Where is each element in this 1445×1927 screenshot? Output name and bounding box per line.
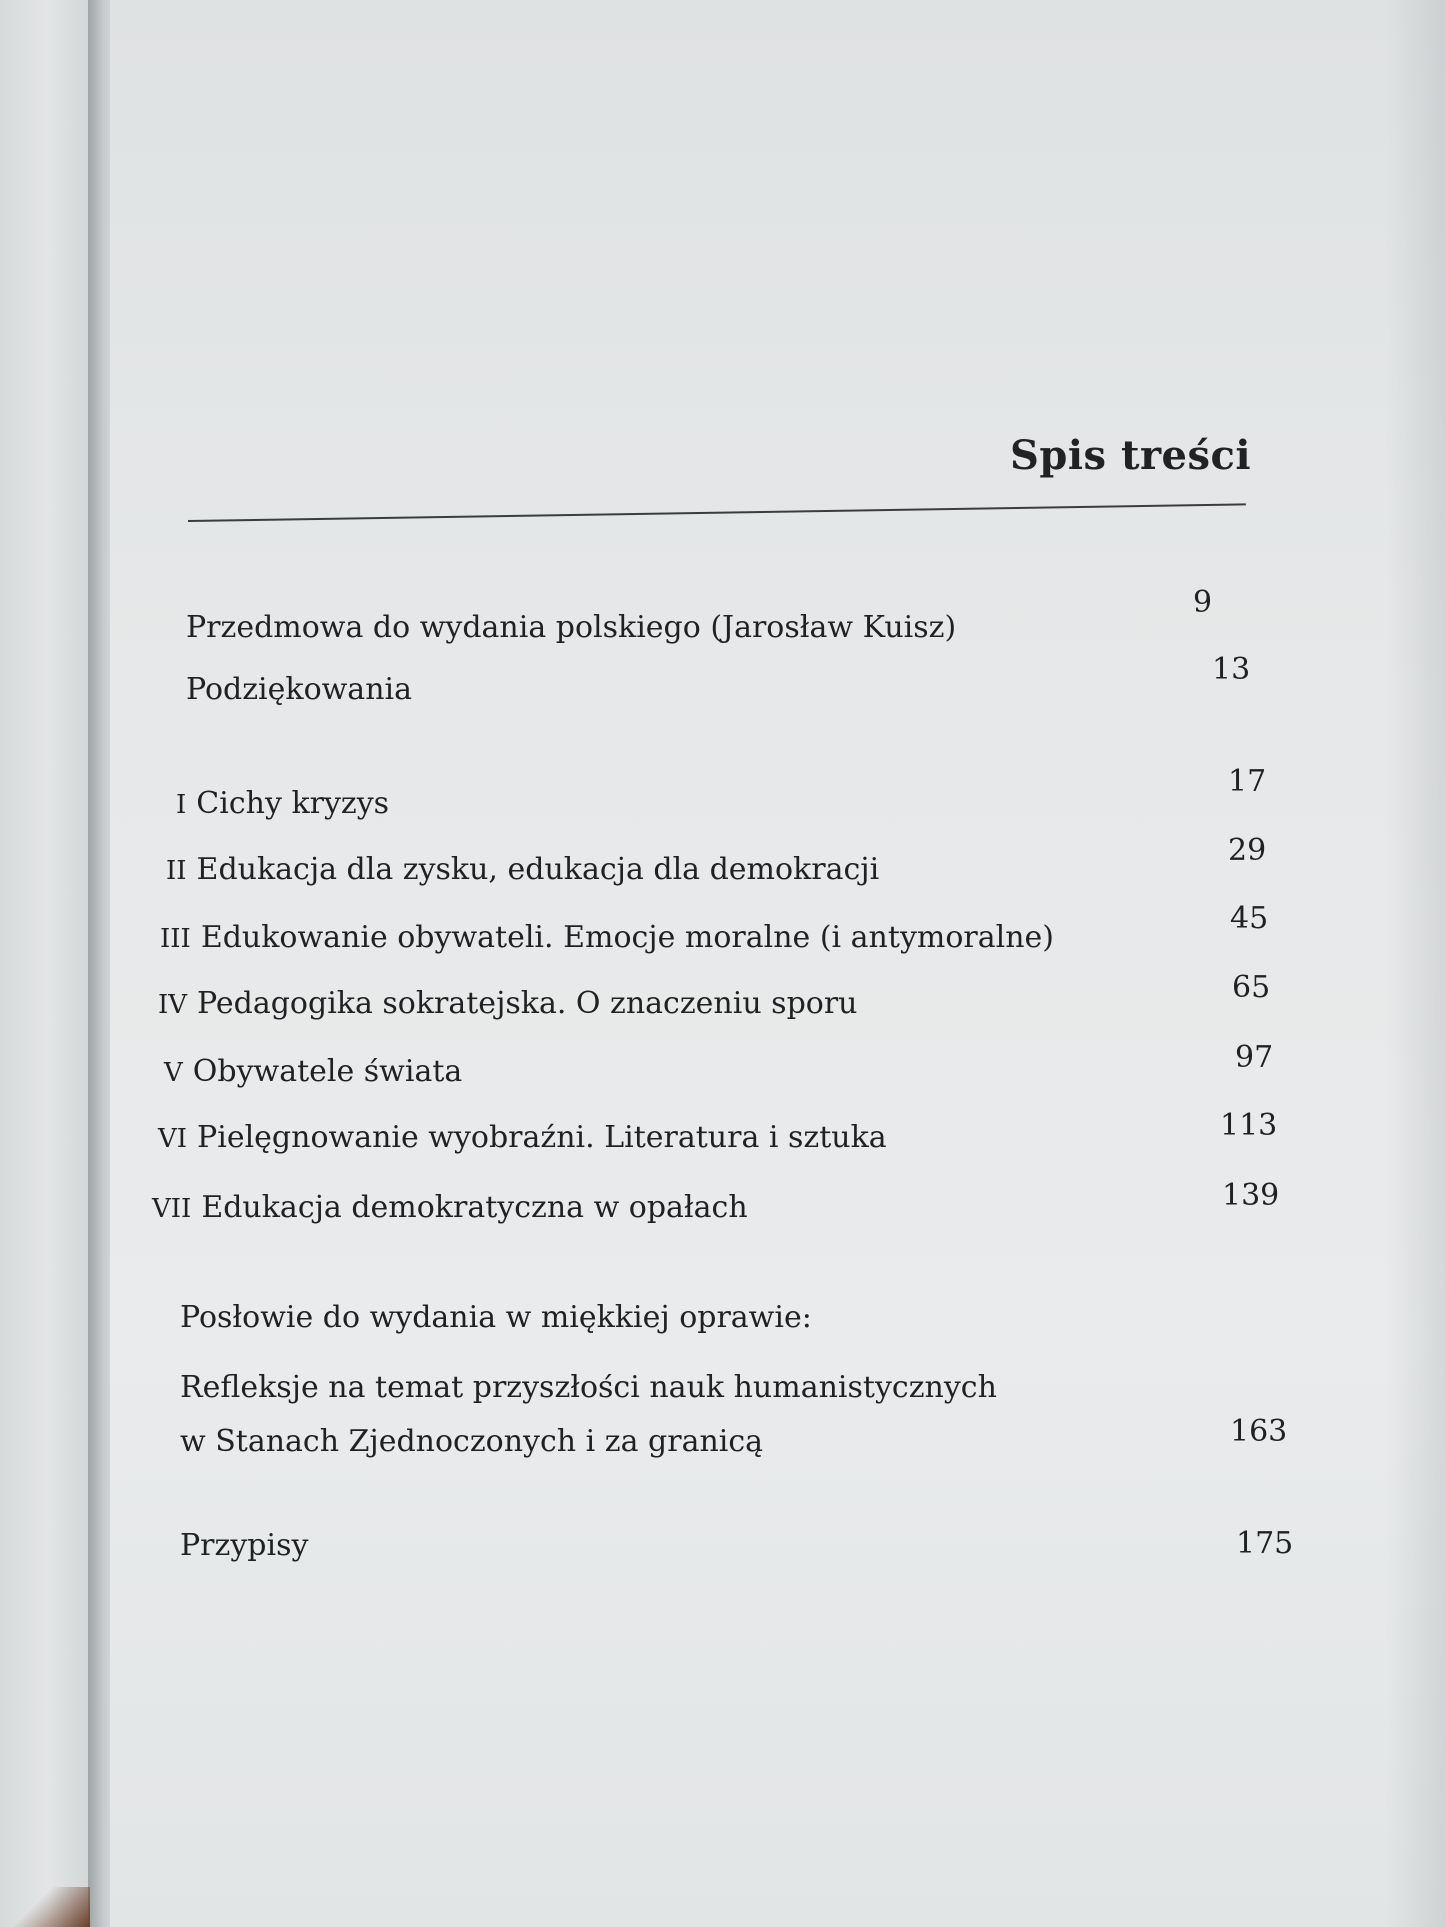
chapter-title: Edukacja demokratyczna w opałach bbox=[201, 1190, 748, 1225]
toc-entry-acknowledgements: Podziękowania bbox=[186, 672, 412, 707]
toc-page-chapter-3: 45 bbox=[1230, 901, 1269, 936]
chapter-title: Cichy kryzys bbox=[196, 786, 390, 821]
title-rule bbox=[188, 503, 1246, 522]
chapter-title: Obywatele świata bbox=[192, 1054, 463, 1089]
toc-entry-chapter-4 bbox=[158, 986, 858, 1021]
toc-entry-notes: Przypisy bbox=[180, 1528, 309, 1563]
toc-entry-chapter-2 bbox=[166, 852, 879, 887]
chapter-number: I bbox=[176, 790, 187, 820]
toc-page-chapter-2: 29 bbox=[1228, 833, 1267, 868]
toc-entry-chapter-6 bbox=[158, 1120, 887, 1155]
toc-entry-preface: Przedmowa do wydania polskiego (Jarosław Kuisz) bbox=[186, 610, 957, 645]
toc-page-preface: 9 bbox=[1193, 585, 1213, 620]
chapter-title: Pielęgnowanie wyobraźni. Literatura i sztuka bbox=[197, 1120, 887, 1155]
toc-entry-afterword-line-1: Refleksje na temat przyszłości nauk humanistycznych bbox=[180, 1370, 997, 1405]
toc-entry-chapter-5 bbox=[164, 1054, 462, 1089]
toc-page-chapter-6: 113 bbox=[1220, 1108, 1278, 1143]
chapter-title: Edukowanie obywateli. Emocje moralne (i antymoralne) bbox=[200, 920, 1054, 955]
chapter-number: VII bbox=[152, 1194, 192, 1224]
toc-page-chapter-1: 17 bbox=[1228, 764, 1267, 799]
toc-page-chapter-7: 139 bbox=[1222, 1178, 1280, 1213]
chapter-title: Pedagogika sokratejska. O znaczeniu sporu bbox=[197, 986, 858, 1021]
chapter-number: II bbox=[166, 856, 187, 886]
toc-page-afterword: 163 bbox=[1230, 1414, 1288, 1449]
chapter-number: V bbox=[164, 1058, 183, 1088]
toc-entry-afterword-line-2: w Stanach Zjednoczonych i za granicą bbox=[180, 1424, 764, 1459]
toc-entry-chapter-3 bbox=[160, 920, 1054, 955]
toc-entry-chapter-7 bbox=[152, 1190, 748, 1225]
toc-page-chapter-5: 97 bbox=[1235, 1040, 1274, 1075]
toc-page-acknowledgements: 13 bbox=[1212, 652, 1251, 687]
chapter-number: IV bbox=[158, 990, 188, 1020]
toc-page-chapter-4: 65 bbox=[1232, 970, 1271, 1005]
toc-title: Spis treści bbox=[1010, 432, 1252, 479]
toc-entry-chapter-1 bbox=[176, 786, 389, 821]
chapter-title: Edukacja dla zysku, edukacja dla demokracji bbox=[196, 852, 880, 887]
toc-page-notes: 175 bbox=[1236, 1526, 1294, 1561]
chapter-number: VI bbox=[158, 1124, 188, 1154]
chapter-number: III bbox=[160, 924, 191, 954]
toc-entry-afterword-heading: Posłowie do wydania w miękkiej oprawie: bbox=[180, 1300, 812, 1335]
